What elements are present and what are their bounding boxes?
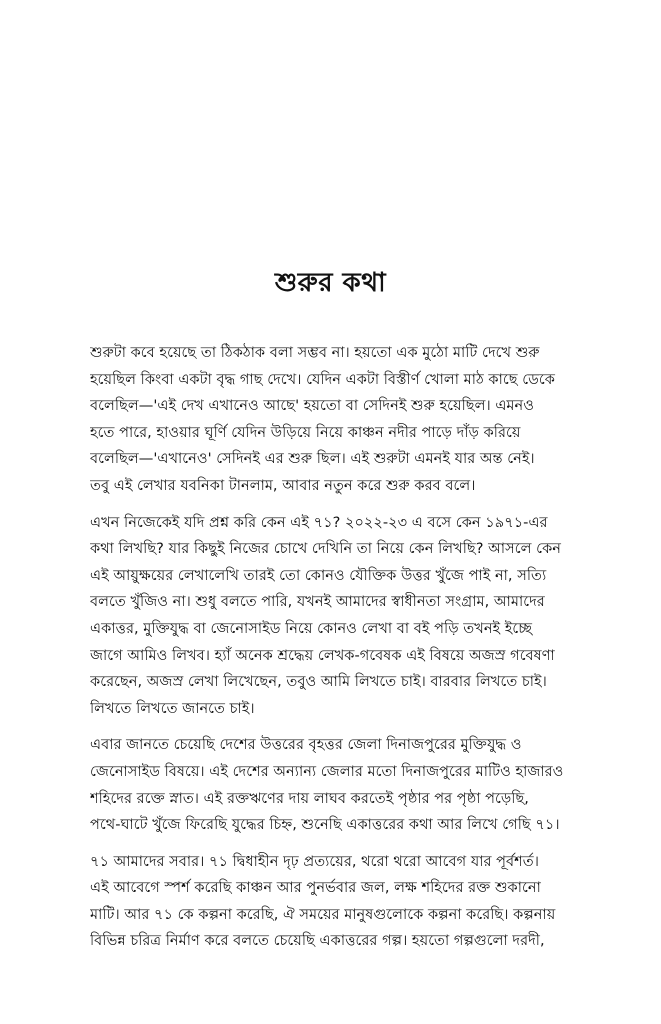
text-line: বলতে খুঁজিও না। শুধু বলতে পারি, যখনই আমাদের স্বাধীনতা সংগ্রাম, আমাদের	[90, 593, 545, 611]
text-line: শহিদের রক্তে স্নাত। এই রক্তঋণের দায় লাঘব করতেই পৃষ্ঠার পর পৃষ্ঠা পড়েছি,	[90, 789, 529, 807]
text-line: শুরুটা কবে হয়েছে তা ঠিকঠাক বলা সম্ভব না। হয়তো এক মুঠো মাটি দেখে শুরু	[90, 344, 540, 361]
text-line: এই আবেগে স্পর্শ করেছি কাঞ্চন আর পুনর্ভবার জল, লক্ষ শহিদের রক্ত শুকানো	[90, 879, 541, 897]
text-line: হয়েছিল কিংবা একটা বৃদ্ধ গাছ দেখে। যেদিন একটা বিস্তীর্ণ খোলা মাঠ কাছে ডেকে	[90, 370, 555, 388]
text-line: জেনোসাইড বিষয়ে। এই দেশের অন্যান্য জেলার মতো দিনাজপুরের মাটিও হাজারও	[90, 762, 564, 780]
text-line: এখন নিজেকেই যদি প্রশ্ন করি কেন এই ৭১? ২০২২-২৩ এ বসে কেন ১৯৭১-এর	[90, 513, 548, 531]
text-line: করেছেন, অজস্র লেখা লিখেছেন, তবুও আমি লিখতে চাই। বারবার লিখতে চাই।	[90, 673, 547, 691]
text-line: পথে-ঘাটে খুঁজে ফিরেছি যুদ্ধের চিহ্ন, শুনেছি একাত্তরের কথা আর লিখে গেছি ৭১।	[90, 816, 560, 834]
text-line: তবু এই লেখার যবনিকা টানলাম, আবার নতুন করে শুরু করব বলে।	[90, 476, 476, 494]
paragraph-3	[90, 732, 572, 838]
chapter-title: শুরুর কথা	[274, 268, 387, 298]
text-line: লিখতে লিখতে জানতে চাই।	[90, 699, 255, 717]
text-line: বলেছিল—'এখানেও' সেদিনই এর শুরু ছিল। এই শুরুটা এমনই যার অন্ত নেই।	[90, 450, 535, 468]
text-line: বিভিন্ন চরিত্র নির্মাণ করে বলতে চেয়েছি একাত্তরের গল্প। হয়তো গল্পগুলো দরদী,	[90, 932, 545, 950]
paragraph-4	[90, 849, 572, 955]
text-line: হতে পারে, হাওয়ার ঘূর্ণি যেদিন উড়িয়ে নিয়ে কাঞ্চন নদীর পাড়ে দাঁড় করিয়ে	[90, 423, 521, 441]
paragraph-2	[90, 510, 572, 723]
text-line: এই আয়ুক্ষয়ের লেখালেখি তারই তো কোনও যৌক্তিক উত্তর খুঁজে পাই না, সত্যি	[90, 566, 547, 584]
text-line: বলেছিল—'এই দেখ এখানেও আছে' হয়তো বা সেদিনই শুরু হয়েছিল। এমনও	[90, 397, 534, 415]
text-line: জাগে আমিও লিখব। হ্যাঁ অনেক শ্রদ্ধেয় লেখক-গবেষক এই বিষয়ে অজস্র গবেষণা	[90, 646, 555, 664]
text-line: একাত্তর, মুক্তিযুদ্ধ বা জেনোসাইড নিয়ে কোনও লেখা বা বই পড়ি তখনই ইচ্ছে	[90, 619, 533, 637]
text-line: মাটি। আর ৭১ কে কল্পনা করেছি, ঐ সময়ের মানুষগুলোকে কল্পনা করেছি। কল্পনায়	[90, 905, 556, 923]
text-line: ৭১ আমাদের সবার। ৭১ দ্বিধাহীন দৃঢ় প্রত্যয়ের, থরো থরো আবেগ যার পূর্বশর্ত।	[90, 852, 539, 870]
text-line: কথা লিখছি? যার কিছুই নিজের চোখে দেখিনি তা নিয়ে কেন লিখছি? আসলে কেন	[90, 540, 561, 558]
text-line: এবার জানতে চেয়েছি দেশের উত্তরের বৃহত্তর জেলা দিনাজপুরের মুক্তিযুদ্ধ ও	[90, 736, 522, 754]
chapter-body	[90, 340, 572, 965]
paragraph-1	[90, 340, 572, 500]
